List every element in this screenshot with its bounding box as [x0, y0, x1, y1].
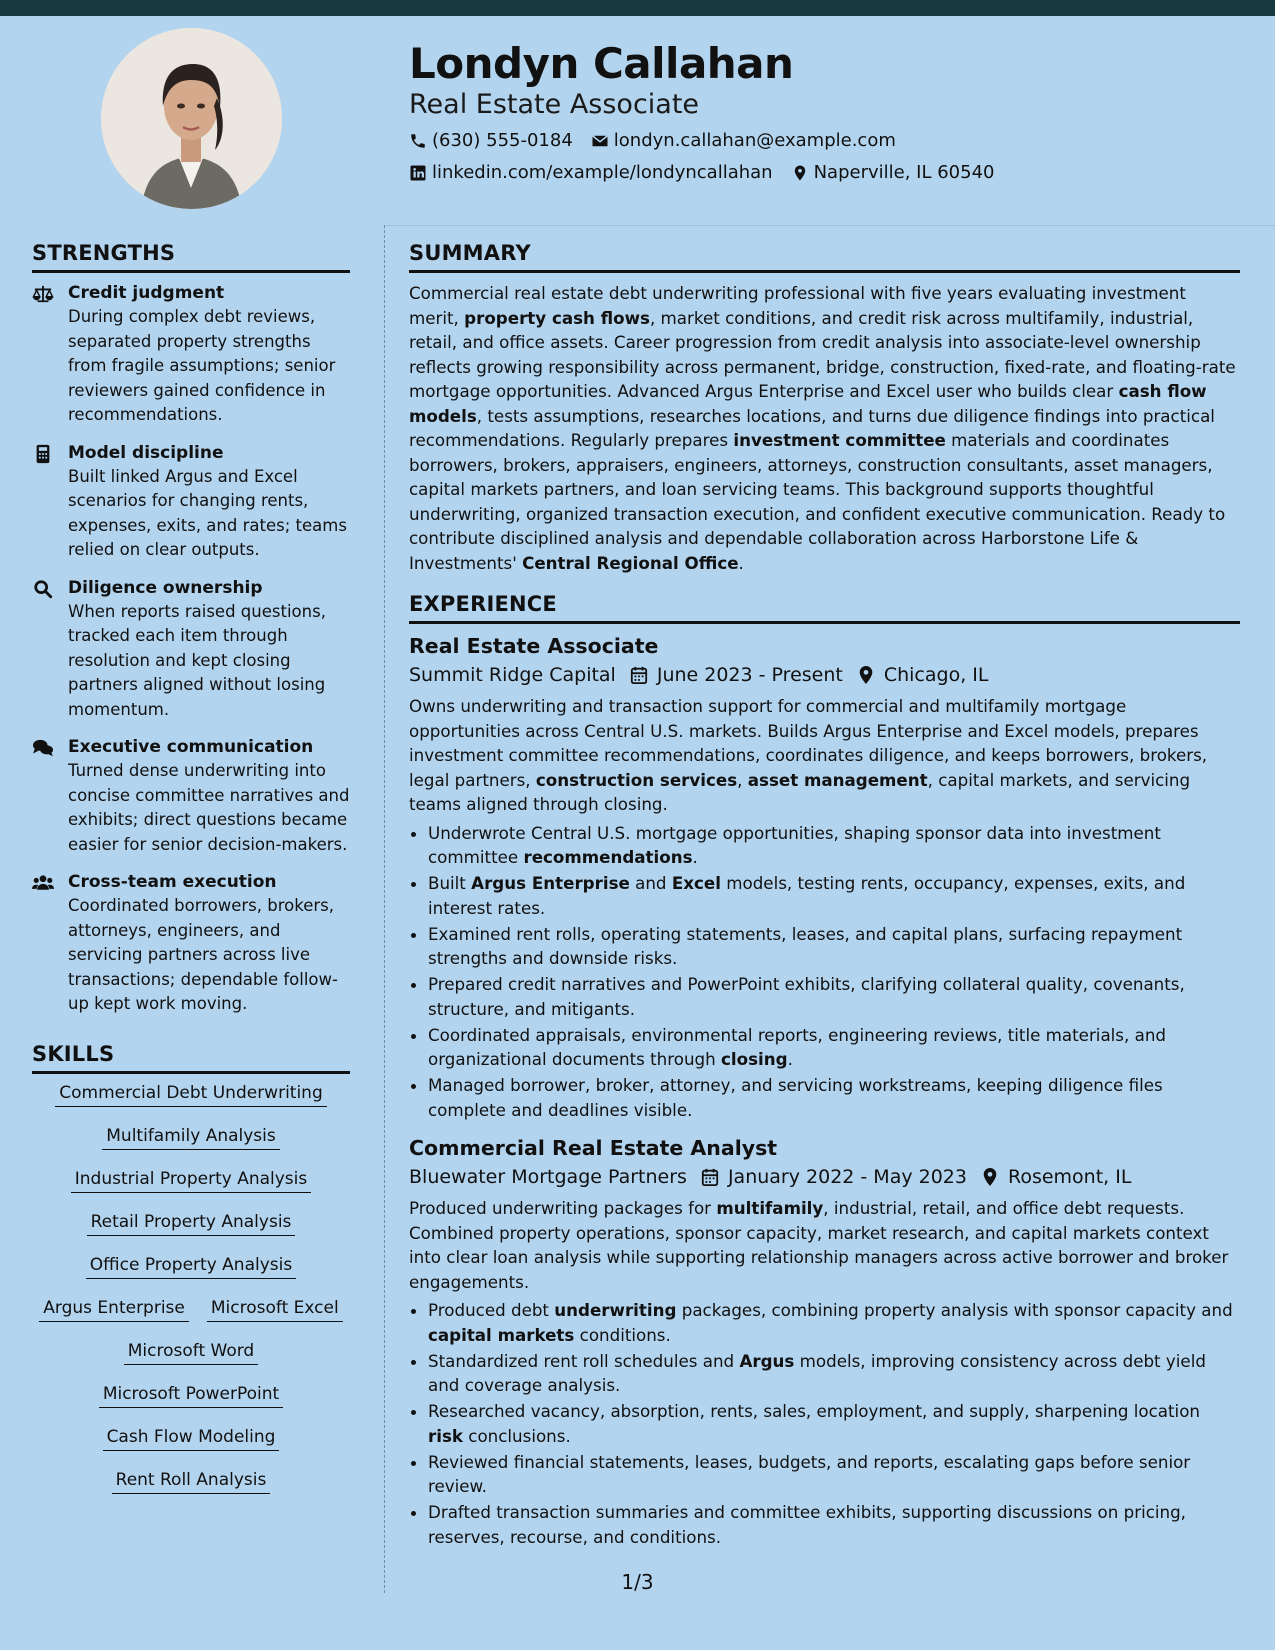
experience-heading: EXPERIENCE — [409, 589, 1240, 624]
left-column — [32, 238, 350, 1512]
envelope-icon — [591, 132, 609, 150]
candidate-title: Real Estate Associate — [409, 89, 700, 120]
strength-body: During complex debt reviews, separated property strengths from fragile assumptions; senior reviewers gained confidence in recommendations. — [68, 307, 336, 424]
users-icon — [32, 870, 58, 1017]
experience-entry — [409, 1134, 1240, 1549]
calculator-icon — [32, 441, 58, 563]
job-location: Rosemont, IL — [981, 1162, 1131, 1192]
header-divider — [384, 225, 1275, 226]
job-dates: January 2022 - May 2023 — [701, 1162, 967, 1192]
strength-item — [32, 576, 350, 723]
bullet-item: • Researched vacancy, absorption, rents, sales, employment, and supply, sharpening location risk conclusions. — [428, 1399, 1240, 1448]
strength-body: Coordinated borrowers, brokers, attorneys, engineers, and servicing partners across live transactions; dependable follow-up kept work moving. — [68, 896, 338, 1013]
job-description: Owns underwriting and transaction support for commercial and multifamily mortgage opportunities across Central U.S. markets. Builds Argus Enterprise and Excel models, prepares investment committee recommendations, coordinates diligence, and keeps borrowers, brokers, legal partners, construction services, asset management, capital markets, and servicing teams aligned through closing. — [409, 696, 1208, 814]
job-title: Real Estate Associate — [409, 634, 659, 658]
strength-title: Executive communication — [68, 737, 314, 757]
strength-item — [32, 735, 350, 857]
top-bar — [0, 0, 1275, 16]
phone-icon — [409, 132, 427, 150]
candidate-name: Londyn Callahan — [409, 39, 794, 88]
strength-item — [32, 870, 350, 1017]
skill-tag: Office Property Analysis — [86, 1254, 296, 1279]
location-contact — [791, 158, 995, 188]
strength-title: Credit judgment — [68, 283, 225, 303]
strengths-heading: STRENGTHS — [32, 238, 350, 273]
company-name: Summit Ridge Capital — [409, 664, 616, 686]
bullet-item: • Coordinated appraisals, environmental reports, engineering reviews, title materials, and organizational documents through closing. — [428, 1023, 1240, 1072]
experience-entry — [409, 632, 1240, 1122]
bullet-item: • Prepared credit narratives and PowerPoint exhibits, clarifying collateral quality, covenants, structure, and mitigants. — [428, 972, 1240, 1021]
strength-item — [32, 281, 350, 428]
bullet-item: • Produced debt underwriting packages, combining property analysis with sponsor capacity and capital markets conditions. — [428, 1298, 1240, 1347]
bullet-item: • Built Argus Enterprise and Excel models, testing rents, occupancy, expenses, exits, and interest rates. — [428, 871, 1240, 920]
scale-icon — [32, 281, 58, 428]
strength-title: Diligence ownership — [68, 577, 263, 598]
bullet-item: • Examined rent rolls, operating statements, leases, and capital plans, surfacing repayment strengths and downside risks. — [428, 922, 1240, 971]
linkedin-icon — [409, 164, 427, 182]
bullet-item: • Managed borrower, broker, attorney, and servicing workstreams, keeping diligence files complete and deadlines visible. — [428, 1073, 1240, 1122]
skill-tag: Microsoft PowerPoint — [99, 1383, 283, 1408]
skill-tag: Cash Flow Modeling — [103, 1426, 280, 1451]
job-meta — [409, 660, 1240, 690]
strength-title: Model discipline — [68, 442, 224, 463]
skill-tag: Argus Enterprise — [39, 1297, 189, 1322]
skill-tag: Microsoft Word — [124, 1340, 258, 1365]
bullet-item: • Underwrote Central U.S. mortgage opportunities, shaping sponsor data into investment committee recommendations. — [428, 821, 1240, 870]
skill-tag: Rent Roll Analysis — [112, 1469, 271, 1494]
strength-body: Turned dense underwriting into concise committee narratives and exhibits; direct questions became easier for senior decision-makers. — [68, 761, 350, 854]
map-pin-icon — [981, 1167, 999, 1187]
profile-photo — [101, 28, 282, 209]
right-column — [409, 238, 1240, 1555]
bullet-item: • Standardized rent roll schedules and Argus models, improving consistency across debt yield and coverage analysis. — [428, 1349, 1240, 1398]
strength-body: Built linked Argus and Excel scenarios for changing rents, expenses, exits, and rates; teams relied on clear outputs. — [68, 466, 347, 559]
job-meta — [409, 1162, 1240, 1192]
company-name: Bluewater Mortgage Partners — [409, 1166, 687, 1188]
summary-text: Commercial real estate debt underwriting professional with five years evaluating investment merit, property cash flows, market conditions, and credit risk across multifamily, industrial, retail, and office assets. Career progression from credit analysis into associate-level ownership reflects growing responsibility across permanent, bridge, construction, fixed-rate, and floating-rate mortgage opportunities. Advanced Argus Enterprise and Excel user who builds clear cash flow models, tests assumptions, researches locations, and turns due diligence findings into practical recommendations. Regularly prepares investment committee materials and coordinates borrowers, brokers, appraisers, engineers, attorneys, construction consultants, asset managers, capital markets partners, and loan servicing teams. This background supports thoughtful underwriting, organized transaction execution, and confident executive communication. Ready to contribute disciplined analysis and dependable collaboration across Harborstone Life & Investments' Central Regional Office. — [409, 283, 1236, 573]
calendar-icon — [701, 1167, 719, 1187]
skill-tag: Microsoft Excel — [207, 1297, 343, 1322]
strength-title: Cross-team execution — [68, 872, 277, 892]
calendar-icon — [630, 665, 648, 685]
location-text: Naperville, IL 60540 — [813, 162, 995, 183]
job-location: Chicago, IL — [857, 660, 989, 690]
skill-tag: Commercial Debt Underwriting — [55, 1082, 327, 1107]
job-description: Produced underwriting packages for multifamily, industrial, retail, and office debt requests. Combined property operations, sponsor capacity, market research, and capital markets context into clear loan analysis while supporting relationship managers across active borrower and broker engagements. — [409, 1198, 1229, 1292]
bullet-item: • Drafted transaction summaries and committee exhibits, supporting discussions on pricing, reserves, recourse, and conditions. — [428, 1500, 1240, 1549]
resume-header — [409, 38, 1239, 188]
page-number: 1/3 — [621, 1570, 654, 1594]
phone-contact[interactable] — [409, 126, 573, 156]
comments-icon — [32, 735, 58, 857]
map-pin-icon — [791, 164, 809, 182]
skill-tag: Retail Property Analysis — [87, 1211, 296, 1236]
skills-heading: SKILLS — [32, 1039, 350, 1074]
email-contact[interactable] — [591, 126, 896, 156]
search-icon — [32, 576, 58, 723]
skill-tag: Industrial Property Analysis — [71, 1168, 312, 1193]
job-bullets — [409, 821, 1240, 1123]
linkedin-text: linkedin.com/example/londyncallahan — [432, 162, 773, 183]
phone-text: (630) 555-0184 — [432, 130, 573, 151]
map-pin-icon — [857, 665, 875, 685]
job-title: Commercial Real Estate Analyst — [409, 1136, 778, 1160]
summary-heading: SUMMARY — [409, 238, 1240, 273]
experience-list — [409, 632, 1240, 1549]
email-text: londyn.callahan@example.com — [613, 130, 896, 151]
job-bullets — [409, 1298, 1240, 1549]
linkedin-contact[interactable] — [409, 158, 773, 188]
strengths-list — [32, 281, 350, 1017]
strength-item — [32, 441, 350, 563]
bullet-item: • Reviewed financial statements, leases, budgets, and reports, escalating gaps before senior review. — [428, 1450, 1240, 1499]
skills-list — [32, 1082, 350, 1494]
column-divider — [384, 225, 385, 1593]
job-dates: June 2023 - Present — [630, 660, 843, 690]
skill-tag: Multifamily Analysis — [102, 1125, 279, 1150]
strength-body: When reports raised questions, tracked each item through resolution and kept closing partners aligned without losing momentum. — [68, 601, 326, 719]
